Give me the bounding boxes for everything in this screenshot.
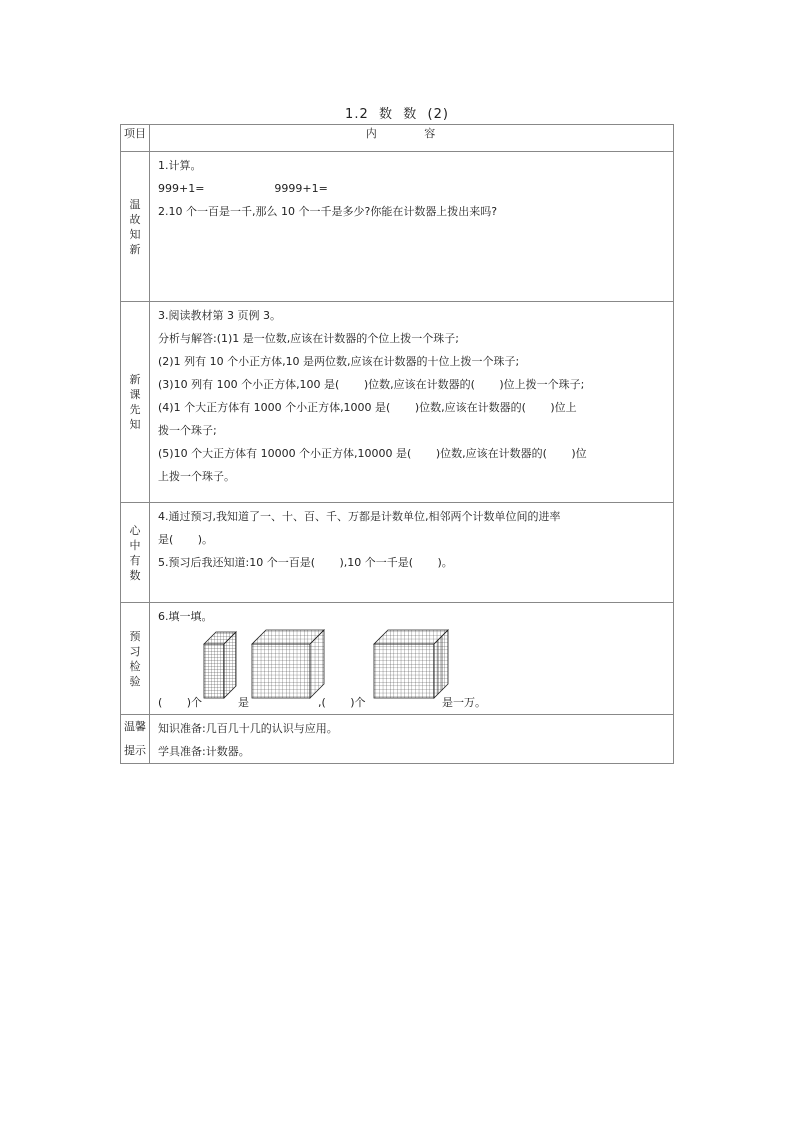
review-line: 999+1= 9999+1= (158, 182, 328, 195)
blank-count-2: ,( )个 (318, 696, 366, 709)
mind-line: 4.通过预习,我知道了一、十、百、千、万都是计数单位,相邻两个计数单位间的进率 (158, 510, 561, 523)
section-content-check (150, 603, 674, 715)
is-ten-thousand-label: 是一万。 (442, 696, 486, 709)
tip-line: 知识准备:几百几十几的认识与应用。 (158, 722, 338, 735)
check-heading: 6.填一填。 (158, 610, 213, 623)
mind-line: 5.预习后我还知道:10 个一百是( ),10 个一千是( )。 (158, 556, 453, 569)
review-line: 2.10 个一百是一千,那么 10 个一千是多少?你能在计数器上拨出来吗? (158, 205, 498, 218)
tip-line: 学具准备:计数器。 (158, 745, 250, 758)
is-label-1: 是 (238, 696, 249, 709)
section-review (121, 152, 674, 302)
header-item: 项目 (121, 125, 150, 152)
lesson-line: 拨一个珠子; (158, 424, 217, 437)
big-cube-icon (250, 628, 326, 700)
section-content-tips (150, 715, 674, 764)
ten-thousand-cube-icon (372, 628, 450, 700)
thousand-stack-icon (202, 630, 242, 700)
section-label-mind: 心中有数 (121, 503, 150, 603)
section-check (121, 603, 674, 715)
section-content-review (150, 152, 674, 302)
lesson-line: (5)10 个大正方体有 10000 个小正方体,10000 是( )位数,应该在计数器的( )位 (158, 447, 587, 460)
lesson-line: 3.阅读教材第 3 页例 3。 (158, 309, 281, 322)
lesson-line: 上拨一个珠子。 (158, 470, 235, 483)
cube-figure (158, 628, 665, 714)
lesson-line: (4)1 个大正方体有 1000 个小正方体,1000 是( )位数,应该在计数器的( )位上 (158, 401, 577, 414)
section-mind (121, 503, 674, 603)
section-label-new-lesson: 新课先知 (121, 302, 150, 503)
header-row (121, 125, 674, 152)
page-title: 1.2 数 数 (2) (345, 107, 449, 122)
header-content: 内 容 (150, 125, 674, 152)
blank-count-1: ( )个 (158, 696, 203, 709)
section-label-review: 温故知新 (121, 152, 150, 302)
lesson-line: 分析与解答:(1)1 是一位数,应该在计数器的个位上拨一个珠子; (158, 332, 459, 345)
section-new-lesson (121, 302, 674, 503)
section-content-mind (150, 503, 674, 603)
review-line: 1.计算。 (158, 159, 202, 172)
section-tips (121, 715, 674, 764)
mind-line: 是( )。 (158, 533, 214, 546)
lesson-line: (2)1 列有 10 个小正方体,10 是两位数,应该在计数器的十位上拨一个珠子; (158, 355, 520, 368)
preview-worksheet-table (120, 124, 674, 764)
section-label-tips: 温馨 提示 (121, 715, 150, 764)
section-content-new-lesson (150, 302, 674, 503)
lesson-line: (3)10 列有 100 个小正方体,100 是( )位数,应该在计数器的( )位上拨一个珠子; (158, 378, 585, 391)
section-label-check: 预习检验 (121, 603, 150, 715)
